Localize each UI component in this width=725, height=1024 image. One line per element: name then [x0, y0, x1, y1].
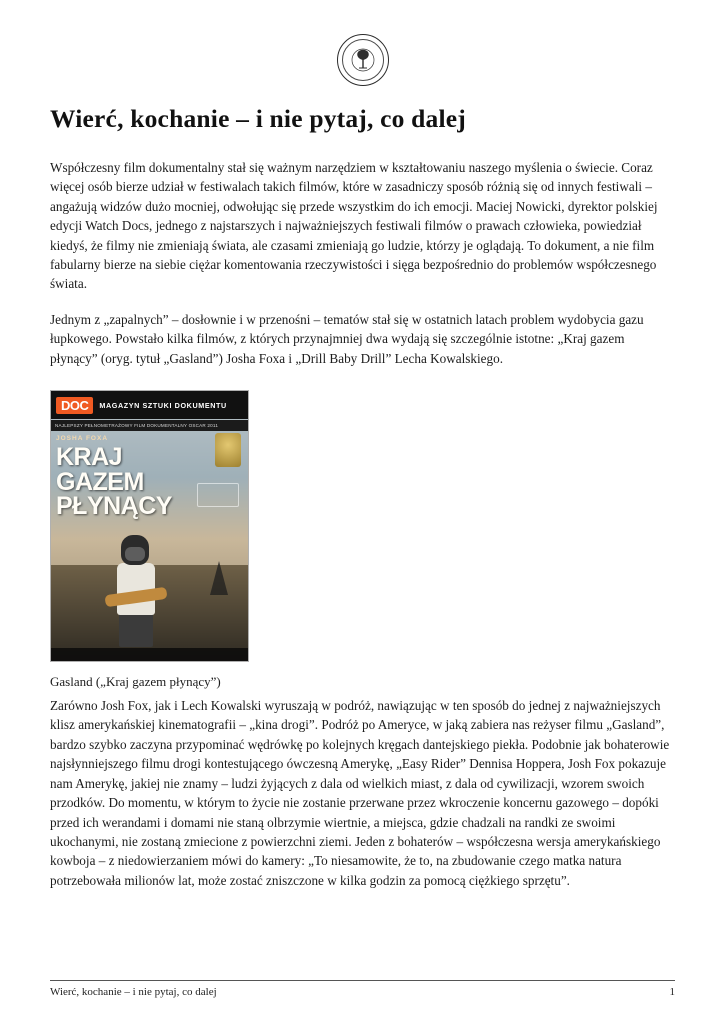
poster-director: JOSHA FOXA	[56, 435, 109, 443]
poster-title-line-3: PŁYNĄCY	[56, 492, 172, 521]
poster-person	[103, 529, 169, 649]
festival-badge-icon	[197, 483, 239, 507]
page-footer	[50, 980, 675, 998]
poster-bottom-bar	[51, 648, 248, 661]
paragraph: Zarówno Josh Fox, jak i Lech Kowalski wyruszają w podróż, nawiązując w ten sposób do jednej z najważniejszych klisz amerykańskiej kinematografii – „kina drogi”. Podróż po Ameryce, w jaką zabiera nas reżyser filmu „Gasland”, bardzo szybko zaczyna przypominać wędrówkę po kolejnych kręgach dantejskiego piekła. Podobnie jak bohaterowie najsłynniejszego filmu drogi kontestującego ówczesną Amerykę, „Easy Rider” Dennisa Hoppera, Josh Fox pokazuje nam Amerykę, jakiej nie znamy – ludzi żyjących z dala od wielkich miast, z dala od cywilizacji, wzorem swoich przodków. Do momentu, w którym to życie nie zostanie przerwane przez wkroczenie koncernu gazowego – dopóki przed ich werandami i domami nie staną olbrzymie wiertnie, a miejsca, gdzie chadzali na randki ze swoimi ukochanymi, nie zostaną zmiecione z powierzchni ziemi. Jeden z bohaterów – współczesna wersja amerykańskiego kowboja – z niedowierzaniem mówi do kamery: „To niesamowite, że to, na zbudowanie czego matka natura potrzebowała milionów lat, może zostać zniszczone w kilka godzin za pomocą ciężkiego sprzętu”.	[50, 698, 670, 888]
magazine-subtitle: MAGAZYN SZTUKI DOKUMENTU	[99, 400, 227, 410]
figure-caption: Gasland („Kraj gazem płynący”)	[50, 674, 221, 690]
page-title: Wierć, kochanie – i nie pytaj, co dalej	[50, 104, 466, 133]
drilling-rig-icon	[210, 561, 228, 595]
poster-title	[56, 445, 172, 519]
paragraph: Współczesny film dokumentalny stał się ważnym narzędziem w kształtowaniu naszego myślenia o świecie. Coraz więcej osób bierze udział w festiwalach takich filmów, które w zasadniczy sposób różnią się od innych festiwali – angażują widzów dużo mocniej, odwołując się przede wszystkim do ich emocji. Maciej Nowicki, dyrektor polskiej edycji Watch Docs, jednego z najstarszych i najważniejszych festiwali filmów o prawach człowieka, powiedział kiedyś, że filmy nie zmieniają świata, ale czasami zmieniają go ludzie, którzy je oglądają. To dokument, a nie film fabularny bierze na siebie ciężar komentowania rzeczywistości i sięga bezpośrednio do problemów współczesnego świata.	[50, 160, 658, 292]
poster-title-line-1: KRAJ	[56, 443, 123, 472]
award-laurel-icon	[215, 433, 241, 467]
paragraph: Jednym z „zapalnych” – dosłownie i w przenośni – tematów stał się w ostatnich latach problem wydobycia gazu łupkowego. Powstało kilka filmów, z których przynajmniej dwa wydają się szczególnie istotne: „Kraj gazem płynący” (oryg. tytuł „Gasland”) Josha Foxa i „Drill Baby Drill” Lecha Kowalskiego.	[50, 311, 644, 366]
gas-mask-filter-icon	[125, 547, 145, 561]
poster-title-line-2: GAZEM	[56, 467, 144, 496]
footer-title: Wierć, kochanie – i nie pytaj, co dalej	[50, 986, 217, 998]
page-number: 1	[669, 986, 675, 998]
figure-gasland-poster	[50, 390, 675, 690]
poster-top-banner	[51, 391, 248, 419]
person-legs	[119, 613, 153, 647]
poster-image	[50, 390, 249, 662]
logo-container	[50, 34, 675, 86]
tree-emblem-logo-icon	[337, 34, 389, 86]
poster-credit-line: NAJLEPSZY PEŁNOMETRAŻOWY FILM DOKUMENTALNY OSCAR 2011	[51, 420, 248, 431]
doc-magazine-logo: DOC	[56, 397, 93, 414]
